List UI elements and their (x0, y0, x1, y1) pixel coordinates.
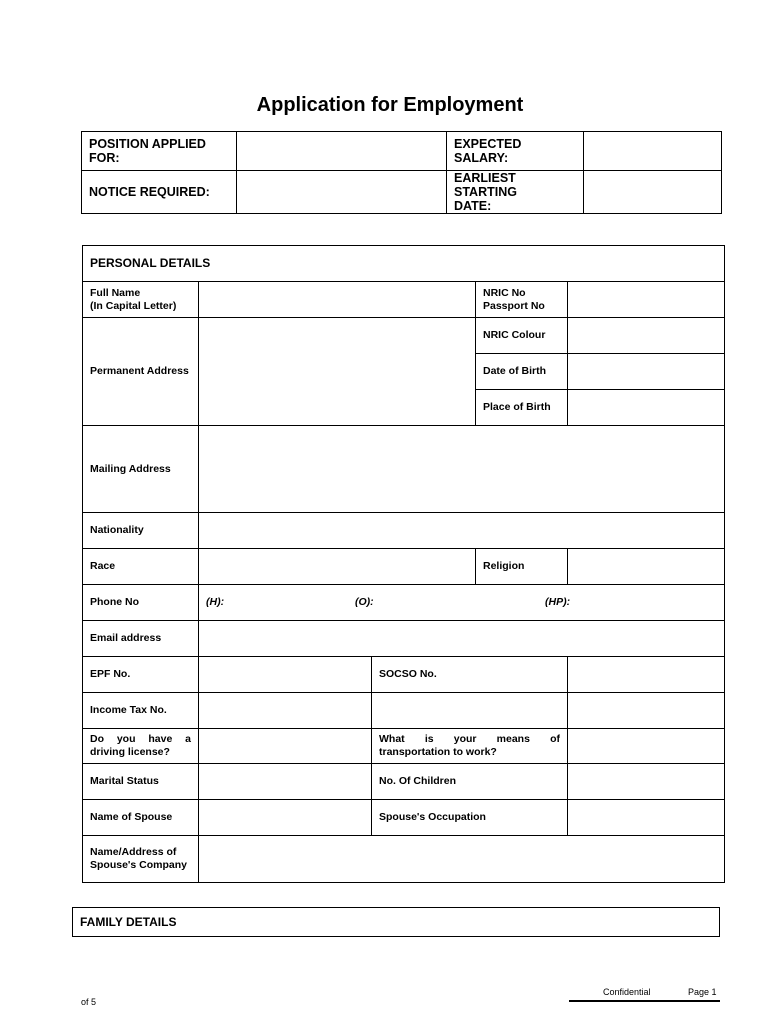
religion-label: Religion (476, 549, 568, 585)
race-label: Race (83, 549, 199, 585)
footer-page-total: of 5 (81, 997, 97, 1007)
expected-salary-label: EXPECTED SALARY: (447, 132, 584, 171)
nric-line2: Passport No (483, 299, 545, 312)
phone-home-label: (H): (206, 595, 225, 608)
religion-field[interactable] (568, 549, 725, 585)
income-tax-blank (372, 693, 568, 729)
transport-label (372, 729, 568, 764)
earliest-start-line1: EARLIEST STARTING (454, 171, 517, 199)
page-title: Application for Employment (256, 94, 524, 116)
nationality-label: Nationality (83, 513, 199, 549)
full-name-line2: (In Capital Letter) (90, 299, 177, 312)
email-label: Email address (83, 621, 199, 657)
epf-field[interactable] (199, 657, 372, 693)
personal-details-header: PERSONAL DETAILS (83, 246, 725, 282)
mailing-address-label: Mailing Address (83, 426, 199, 513)
footer-page-number: Page 1 (688, 987, 717, 997)
footer-divider (569, 1000, 720, 1002)
footer-confidential: Confidential (603, 987, 651, 997)
family-details-header: FAMILY DETAILS (72, 907, 720, 937)
driving-line1: Do you have a (90, 733, 191, 745)
epf-label: EPF No. (83, 657, 199, 693)
socso-label: SOCSO No. (372, 657, 568, 693)
permanent-address-field[interactable] (199, 318, 476, 426)
email-field[interactable] (199, 621, 725, 657)
position-applied-field[interactable] (237, 132, 447, 171)
nric-colour-label: NRIC Colour (476, 318, 568, 354)
nationality-field[interactable] (199, 513, 725, 549)
expected-salary-field[interactable] (584, 132, 722, 171)
transport-field[interactable] (568, 729, 725, 764)
place-of-birth-field[interactable] (568, 390, 725, 426)
spouse-company-label (83, 836, 199, 883)
nric-label (476, 282, 568, 318)
full-name-label (83, 282, 199, 318)
spouse-occupation-field[interactable] (568, 800, 725, 836)
race-field[interactable] (199, 549, 476, 585)
phone-mobile-label: (HP): (545, 595, 571, 608)
notice-required-label: NOTICE REQUIRED: (82, 171, 237, 214)
spouse-company-line2: Spouse's Company (90, 859, 188, 871)
transport-line1: What is your means of (379, 733, 560, 745)
position-table (81, 131, 722, 214)
notice-required-field[interactable] (237, 171, 447, 214)
position-applied-label: POSITION APPLIED FOR: (82, 132, 237, 171)
driving-line2: driving license? (90, 746, 170, 758)
driving-license-label (83, 729, 199, 764)
income-tax-field[interactable] (199, 693, 372, 729)
children-label: No. Of Children (372, 764, 568, 800)
children-field[interactable] (568, 764, 725, 800)
spouse-company-line1: Name/Address of (90, 846, 177, 858)
full-name-field[interactable] (199, 282, 476, 318)
permanent-address-label: Permanent Address (83, 318, 199, 426)
income-tax-blank-field[interactable] (568, 693, 725, 729)
socso-field[interactable] (568, 657, 725, 693)
phone-field[interactable] (199, 585, 725, 621)
date-of-birth-label: Date of Birth (476, 354, 568, 390)
place-of-birth-label: Place of Birth (476, 390, 568, 426)
personal-details-table (82, 245, 725, 883)
phone-label: Phone No (83, 585, 199, 621)
earliest-start-line2: DATE: (454, 199, 492, 213)
spouse-occupation-label: Spouse's Occupation (372, 800, 568, 836)
full-name-line1: Full Name (90, 286, 141, 299)
marital-status-label: Marital Status (83, 764, 199, 800)
date-of-birth-field[interactable] (568, 354, 725, 390)
mailing-address-field[interactable] (199, 426, 725, 513)
nric-colour-field[interactable] (568, 318, 725, 354)
marital-status-field[interactable] (199, 764, 372, 800)
spouse-company-field[interactable] (199, 836, 725, 883)
spouse-name-field[interactable] (199, 800, 372, 836)
nric-field[interactable] (568, 282, 725, 318)
income-tax-label: Income Tax No. (83, 693, 199, 729)
transport-line2: transportation to work? (379, 746, 497, 758)
driving-license-field[interactable] (199, 729, 372, 764)
spouse-name-label: Name of Spouse (83, 800, 199, 836)
earliest-start-field[interactable] (584, 171, 722, 214)
nric-line1: NRIC No (483, 286, 526, 299)
phone-office-label: (O): (355, 595, 374, 608)
earliest-start-label (447, 171, 584, 214)
